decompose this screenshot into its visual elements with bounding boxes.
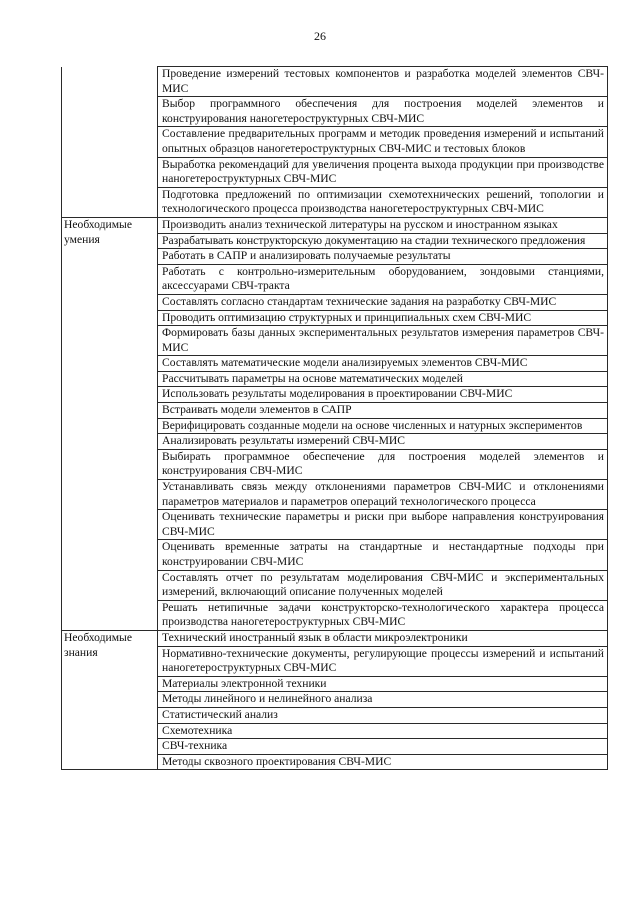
requirements-table (61, 66, 608, 770)
requirement-item: Формировать базы данных экспериментальных результатов измерения параметров СВЧ-МИС (158, 326, 608, 356)
section-category: Необходимые знания (62, 630, 158, 769)
requirement-item: Составление предварительных программ и методик проведения измерений и испытаний опытных образцов наногетероструктурных СВЧ-МИС и тестовых блоков (158, 127, 608, 157)
table-row (62, 67, 608, 97)
requirement-item: Встраивать модели элементов в САПР (158, 403, 608, 419)
requirement-item: Материалы электронной техники (158, 676, 608, 692)
requirement-item: Работать с контрольно-измерительным оборудованием, зондовыми станциями, аксессуарами СВЧ-тракта (158, 264, 608, 294)
requirement-item: Составлять отчет по результатам моделирования СВЧ-МИС и экспериментальных измерений, включающий описание полученных моделей (158, 570, 608, 600)
requirement-item: Технический иностранный язык в области микроэлектроники (158, 630, 608, 646)
requirement-item: Верифицировать созданные модели на основе численных и натурных экспериментов (158, 418, 608, 434)
requirement-item: Разрабатывать конструкторскую документацию на стадии технического предложения (158, 233, 608, 249)
requirement-item: Работать в САПР и анализировать получаемые результаты (158, 249, 608, 265)
requirement-item: Составлять согласно стандартам технические задания на разработку СВЧ-МИС (158, 294, 608, 310)
table-row (62, 630, 608, 646)
page-number: 26 (314, 29, 326, 43)
requirement-item: Проведение измерений тестовых компонентов и разработка моделей элементов СВЧ-МИС (158, 67, 608, 97)
requirement-item: СВЧ-техника (158, 739, 608, 755)
requirement-item: Использовать результаты моделирования в проектировании СВЧ-МИС (158, 387, 608, 403)
requirement-item: Нормативно-технические документы, регулирующие процессы измерений и испытаний наногетероструктурных СВЧ-МИС (158, 646, 608, 676)
requirement-item: Схемотехника (158, 723, 608, 739)
requirement-item: Подготовка предложений по оптимизации схемотехнических решений, топологии и технологического процесса производства наногетероструктурных СВЧ-МИС (158, 187, 608, 217)
requirement-item: Выбор программного обеспечения для построения моделей элементов и конструирования наногетероструктурных СВЧ-МИС (158, 97, 608, 127)
requirement-item: Проводить оптимизацию структурных и принципиальных схем СВЧ-МИС (158, 310, 608, 326)
requirement-item: Оценивать временные затраты на стандартные и нестандартные подходы при конструировании СВЧ-МИС (158, 540, 608, 570)
section-category (62, 67, 158, 218)
requirement-item: Оценивать технические параметры и риски при выборе направления конструирования СВЧ-МИС (158, 510, 608, 540)
section-category: Необходимые умения (62, 217, 158, 630)
requirement-item: Статистический анализ (158, 707, 608, 723)
requirement-item: Анализировать результаты измерений СВЧ-МИС (158, 434, 608, 450)
requirement-item: Рассчитывать параметры на основе математических моделей (158, 371, 608, 387)
table-body (62, 67, 608, 770)
requirement-item: Методы линейного и нелинейного анализа (158, 692, 608, 708)
table-row (62, 217, 608, 233)
requirement-item: Решать нетипичные задачи конструкторско-технологического характера процесса производства наногетероструктурных СВЧ-МИС (158, 600, 608, 630)
requirement-item: Выбирать программное обеспечение для построения моделей элементов и конструирования СВЧ-МИС (158, 449, 608, 479)
requirement-item: Выработка рекомендаций для увеличения процента выхода продукции при производстве наногетероструктурных СВЧ-МИС (158, 157, 608, 187)
requirement-item: Производить анализ технической литературы на русском и иностранном языках (158, 217, 608, 233)
requirement-item: Методы сквозного проектирования СВЧ-МИС (158, 754, 608, 770)
requirement-item: Устанавливать связь между отклонениями параметров СВЧ-МИС и отклонениями параметров материалов и параметров операций технологического процесса (158, 480, 608, 510)
requirement-item: Составлять математические модели анализируемых элементов СВЧ-МИС (158, 356, 608, 372)
